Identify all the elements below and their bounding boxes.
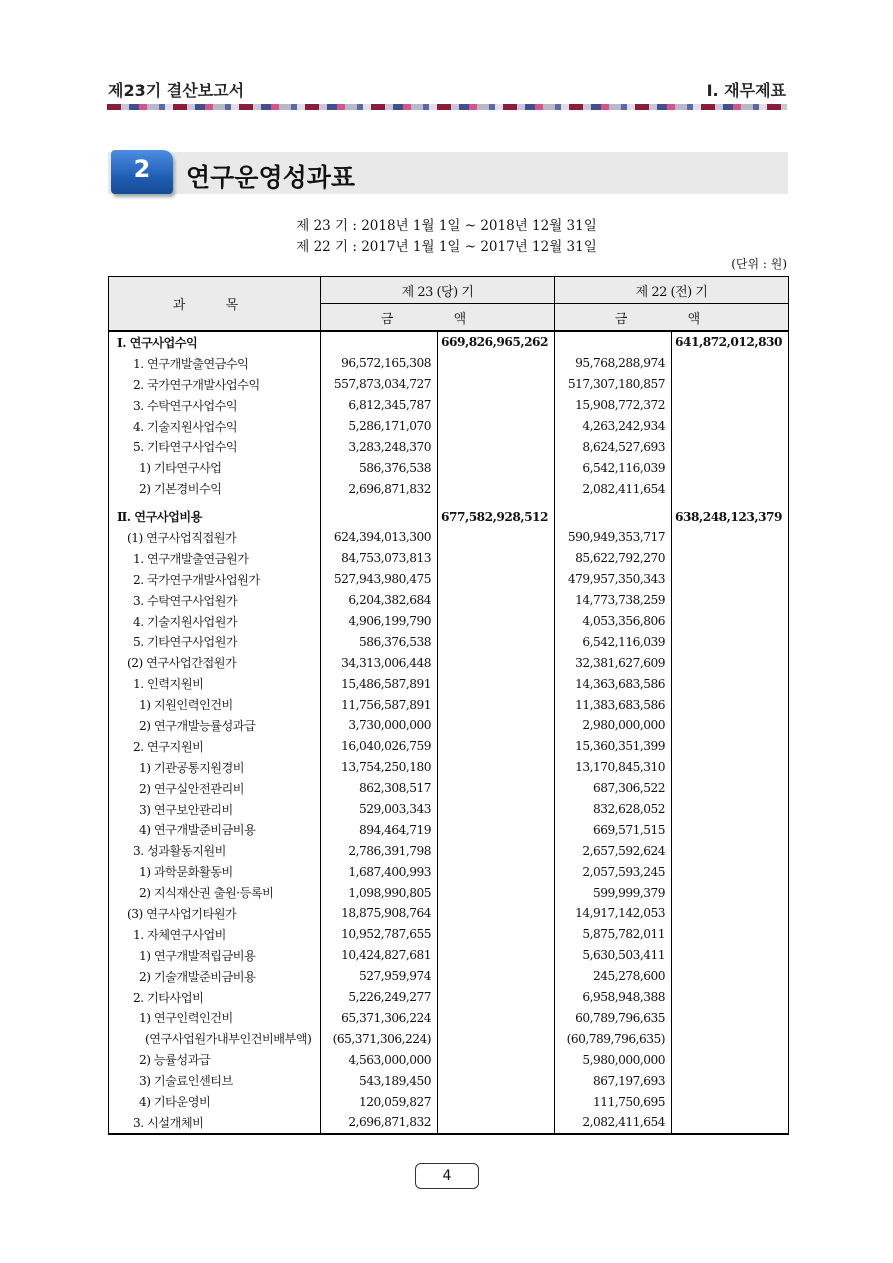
previous-detail-amount: 669,571,515 <box>555 819 672 840</box>
row-label: 3) 연구보안관리비 <box>109 799 321 820</box>
table-row <box>109 1112 789 1134</box>
current-detail-amount: 1,687,400,993 <box>321 861 438 882</box>
previous-total-amount <box>672 611 789 632</box>
current-total-amount <box>438 736 555 757</box>
previous-total-amount <box>672 499 789 506</box>
previous-detail-amount: 479,957,350,343 <box>555 569 672 590</box>
table-row <box>109 840 789 861</box>
row-label: 1) 기관공통지원경비 <box>109 757 321 778</box>
previous-detail-amount: 85,622,792,270 <box>555 548 672 569</box>
previous-total-amount <box>672 374 789 395</box>
previous-detail-amount <box>555 499 672 506</box>
table-row <box>109 436 789 457</box>
current-total-amount <box>438 945 555 966</box>
current-total-amount <box>438 1008 555 1029</box>
header-previous-amount: 금 액 <box>555 304 789 332</box>
table-row <box>109 527 789 548</box>
previous-total-amount <box>672 903 789 924</box>
previous-total-amount <box>672 416 789 437</box>
table-row <box>109 506 789 527</box>
previous-detail-amount <box>555 506 672 527</box>
row-label: (연구사업원가내부인건비배부액) <box>109 1028 321 1049</box>
previous-total-amount <box>672 652 789 673</box>
previous-detail-amount: 2,057,593,245 <box>555 861 672 882</box>
row-label: 3. 수탁연구사업원가 <box>109 590 321 611</box>
previous-detail-amount: 5,980,000,000 <box>555 1049 672 1070</box>
previous-total-amount <box>672 987 789 1008</box>
table-row <box>109 819 789 840</box>
previous-total-amount <box>672 457 789 478</box>
previous-total-amount <box>672 819 789 840</box>
current-detail-amount: 4,906,199,790 <box>321 611 438 632</box>
table-row <box>109 778 789 799</box>
row-label: (1) 연구사업직접원가 <box>109 527 321 548</box>
row-label: 3. 시설개체비 <box>109 1112 321 1134</box>
table-row <box>109 924 789 945</box>
table-row <box>109 694 789 715</box>
table-row <box>109 673 789 694</box>
row-label: 2. 국가연구개발사업수익 <box>109 374 321 395</box>
row-label: 1) 과학문화활동비 <box>109 861 321 882</box>
table-row <box>109 861 789 882</box>
table-row <box>109 548 789 569</box>
current-detail-amount: 862,308,517 <box>321 778 438 799</box>
current-detail-amount: 557,873,034,727 <box>321 374 438 395</box>
page-number: 4 <box>415 1163 479 1189</box>
previous-detail-amount: 687,306,522 <box>555 778 672 799</box>
previous-detail-amount: 6,542,116,039 <box>555 631 672 652</box>
previous-total-amount <box>672 1049 789 1070</box>
previous-detail-amount: 5,875,782,011 <box>555 924 672 945</box>
table-row <box>109 590 789 611</box>
previous-total-amount <box>672 799 789 820</box>
table-row <box>109 945 789 966</box>
row-label <box>109 499 321 506</box>
previous-detail-amount: 13,170,845,310 <box>555 757 672 778</box>
current-detail-amount: 2,696,871,832 <box>321 478 438 499</box>
current-total-amount <box>438 590 555 611</box>
row-label: (3) 연구사업기타원가 <box>109 903 321 924</box>
table-row <box>109 1049 789 1070</box>
row-label: 3. 수탁연구사업수익 <box>109 395 321 416</box>
current-total-amount <box>438 457 555 478</box>
current-total-amount <box>438 611 555 632</box>
previous-detail-amount: 2,657,592,624 <box>555 840 672 861</box>
table-row <box>109 987 789 1008</box>
table-row <box>109 1028 789 1049</box>
row-label: 5. 기타연구사업수익 <box>109 436 321 457</box>
current-detail-amount: 6,812,345,787 <box>321 395 438 416</box>
current-detail-amount: 1,098,990,805 <box>321 882 438 903</box>
previous-total-amount <box>672 924 789 945</box>
previous-detail-amount: 6,958,948,388 <box>555 987 672 1008</box>
row-label: Ⅱ. 연구사업비용 <box>109 506 321 527</box>
current-total-amount <box>438 1091 555 1112</box>
row-label: 2) 기술개발준비금비용 <box>109 966 321 987</box>
previous-total-amount <box>672 569 789 590</box>
previous-detail-amount: 60,789,796,635 <box>555 1008 672 1029</box>
table-row <box>109 1070 789 1091</box>
previous-detail-amount <box>555 331 672 353</box>
previous-detail-amount: 517,307,180,857 <box>555 374 672 395</box>
header-divider <box>107 104 787 110</box>
table-row <box>109 799 789 820</box>
current-detail-amount: 120,059,827 <box>321 1091 438 1112</box>
current-detail-amount: 5,286,171,070 <box>321 416 438 437</box>
current-total-amount <box>438 694 555 715</box>
previous-detail-amount: 14,773,738,259 <box>555 590 672 611</box>
current-total-amount <box>438 1070 555 1091</box>
previous-total-amount <box>672 353 789 374</box>
previous-total-amount <box>672 945 789 966</box>
table-row <box>109 374 789 395</box>
row-label: 1. 연구개발출연금원가 <box>109 548 321 569</box>
current-detail-amount: 84,753,073,813 <box>321 548 438 569</box>
current-total-amount <box>438 395 555 416</box>
previous-total-amount: 638,248,123,379 <box>672 506 789 527</box>
previous-total-amount <box>672 840 789 861</box>
current-detail-amount: 586,376,538 <box>321 457 438 478</box>
row-label: 1) 지원인력인건비 <box>109 694 321 715</box>
previous-detail-amount: 599,999,379 <box>555 882 672 903</box>
previous-detail-amount: 111,750,695 <box>555 1091 672 1112</box>
table-row <box>109 631 789 652</box>
row-label: 1) 연구개발적립금비용 <box>109 945 321 966</box>
current-total-amount <box>438 478 555 499</box>
table-row <box>109 652 789 673</box>
current-total-amount <box>438 799 555 820</box>
previous-total-amount: 641,872,012,830 <box>672 331 789 353</box>
previous-detail-amount: 590,949,353,717 <box>555 527 672 548</box>
previous-detail-amount: 245,278,600 <box>555 966 672 987</box>
current-detail-amount: 4,563,000,000 <box>321 1049 438 1070</box>
table-row <box>109 353 789 374</box>
previous-total-amount <box>672 395 789 416</box>
header-previous-period: 제 22 (전) 기 <box>555 277 789 304</box>
current-detail-amount: 2,786,391,798 <box>321 840 438 861</box>
previous-detail-amount: 2,980,000,000 <box>555 715 672 736</box>
current-total-amount <box>438 673 555 694</box>
spacer-row <box>109 499 789 506</box>
row-label: 1. 연구개발출연금수익 <box>109 353 321 374</box>
current-detail-amount: 13,754,250,180 <box>321 757 438 778</box>
previous-detail-amount: 11,383,683,586 <box>555 694 672 715</box>
current-total-amount <box>438 819 555 840</box>
row-label: 3) 기술료인센티브 <box>109 1070 321 1091</box>
previous-detail-amount: 4,053,356,806 <box>555 611 672 632</box>
period-previous-line <box>0 235 893 255</box>
current-detail-amount <box>321 331 438 353</box>
previous-total-amount <box>672 736 789 757</box>
current-detail-amount: 2,696,871,832 <box>321 1112 438 1134</box>
previous-total-amount <box>672 548 789 569</box>
row-label: 1) 기타연구사업 <box>109 457 321 478</box>
current-total-amount <box>438 416 555 437</box>
previous-detail-amount: 867,197,693 <box>555 1070 672 1091</box>
current-detail-amount: 3,730,000,000 <box>321 715 438 736</box>
current-detail-amount: 894,464,719 <box>321 819 438 840</box>
table-row <box>109 478 789 499</box>
previous-total-amount <box>672 1112 789 1134</box>
current-detail-amount: 16,040,026,759 <box>321 736 438 757</box>
table-body <box>109 331 789 1134</box>
current-total-amount <box>438 631 555 652</box>
current-detail-amount <box>321 506 438 527</box>
row-label: 2. 국가연구개발사업원가 <box>109 569 321 590</box>
previous-total-amount <box>672 590 789 611</box>
row-label: 3. 성과활동지원비 <box>109 840 321 861</box>
chapter-title: Ⅰ. 재무제표 <box>706 81 786 100</box>
current-detail-amount: 529,003,343 <box>321 799 438 820</box>
table-row <box>109 395 789 416</box>
previous-detail-amount: 14,917,142,053 <box>555 903 672 924</box>
current-detail-amount: 624,394,013,300 <box>321 527 438 548</box>
current-detail-amount: 34,313,006,448 <box>321 652 438 673</box>
current-total-amount <box>438 1028 555 1049</box>
row-label: 1. 인력지원비 <box>109 673 321 694</box>
previous-total-amount <box>672 757 789 778</box>
table-row <box>109 331 789 353</box>
current-total-amount: 669,826,965,262 <box>438 331 555 353</box>
previous-detail-amount: 15,360,351,399 <box>555 736 672 757</box>
row-label: 2) 연구개발능률성과급 <box>109 715 321 736</box>
previous-detail-amount: 32,381,627,609 <box>555 652 672 673</box>
previous-detail-amount: 95,768,288,974 <box>555 353 672 374</box>
current-total-amount <box>438 903 555 924</box>
current-total-amount <box>438 436 555 457</box>
current-detail-amount: 11,756,587,891 <box>321 694 438 715</box>
table-row <box>109 757 789 778</box>
current-total-amount <box>438 548 555 569</box>
current-total-amount <box>438 715 555 736</box>
current-total-amount <box>438 527 555 548</box>
row-label: 1) 연구인력인건비 <box>109 1008 321 1029</box>
row-label: 1. 자체연구사업비 <box>109 924 321 945</box>
table-row <box>109 882 789 903</box>
current-detail-amount: 527,959,974 <box>321 966 438 987</box>
current-detail-amount: 96,572,165,308 <box>321 353 438 374</box>
table-row <box>109 1091 789 1112</box>
row-label: (2) 연구사업간접원가 <box>109 652 321 673</box>
current-detail-amount: 6,204,382,684 <box>321 590 438 611</box>
current-detail-amount: 10,952,787,655 <box>321 924 438 945</box>
current-detail-amount: 10,424,827,681 <box>321 945 438 966</box>
current-detail-amount: 65,371,306,224 <box>321 1008 438 1029</box>
current-detail-amount: 543,189,450 <box>321 1070 438 1091</box>
previous-total-amount <box>672 778 789 799</box>
previous-detail-amount: 6,542,116,039 <box>555 457 672 478</box>
current-detail-amount: 586,376,538 <box>321 631 438 652</box>
current-total-amount <box>438 757 555 778</box>
period-current: 제 23 기 : 2018년 1월 1일 ~ 2018년 12월 31일 <box>296 218 597 234</box>
table-row <box>109 611 789 632</box>
row-label: Ⅰ. 연구사업수익 <box>109 331 321 353</box>
period-current-line <box>0 214 893 234</box>
row-label: 2) 지식재산권 출원·등록비 <box>109 882 321 903</box>
table-row <box>109 416 789 437</box>
row-label: 4. 기술지원사업수익 <box>109 416 321 437</box>
row-label: 2. 기타사업비 <box>109 987 321 1008</box>
current-detail-amount: 5,226,249,277 <box>321 987 438 1008</box>
current-total-amount <box>438 987 555 1008</box>
current-detail-amount: 15,486,587,891 <box>321 673 438 694</box>
previous-total-amount <box>672 1091 789 1112</box>
row-label: 5. 기타연구사업원가 <box>109 631 321 652</box>
previous-detail-amount: 8,624,527,693 <box>555 436 672 457</box>
table-row <box>109 715 789 736</box>
previous-total-amount <box>672 715 789 736</box>
table-row <box>109 457 789 478</box>
current-total-amount <box>438 652 555 673</box>
period-previous: 제 22 기 : 2017년 1월 1일 ~ 2017년 12월 31일 <box>296 239 597 255</box>
current-total-amount <box>438 1049 555 1070</box>
header-item: 과 목 <box>109 277 321 332</box>
header-current-period: 제 23 (당) 기 <box>321 277 555 304</box>
current-total-amount <box>438 778 555 799</box>
previous-total-amount <box>672 882 789 903</box>
current-total-amount <box>438 569 555 590</box>
row-label: 4) 기타운영비 <box>109 1091 321 1112</box>
table-row <box>109 966 789 987</box>
row-label: 4. 기술지원사업원가 <box>109 611 321 632</box>
previous-total-amount <box>672 1028 789 1049</box>
previous-detail-amount: 2,082,411,654 <box>555 478 672 499</box>
previous-detail-amount: (60,789,796,635) <box>555 1028 672 1049</box>
current-total-amount <box>438 966 555 987</box>
previous-detail-amount: 5,630,503,411 <box>555 945 672 966</box>
previous-total-amount <box>672 861 789 882</box>
current-detail-amount: 18,875,908,764 <box>321 903 438 924</box>
previous-total-amount <box>672 1008 789 1029</box>
unit-label: (단위 : 원) <box>731 257 787 271</box>
current-detail-amount <box>321 499 438 506</box>
row-label: 4) 연구개발준비금비용 <box>109 819 321 840</box>
current-total-amount <box>438 353 555 374</box>
previous-detail-amount: 14,363,683,586 <box>555 673 672 694</box>
report-title: 제23기 결산보고서 <box>108 81 245 100</box>
row-label: 2) 능률성과급 <box>109 1049 321 1070</box>
previous-total-amount <box>672 673 789 694</box>
header-current-amount: 금 액 <box>321 304 555 332</box>
previous-detail-amount: 832,628,052 <box>555 799 672 820</box>
previous-total-amount <box>672 966 789 987</box>
current-total-amount <box>438 499 555 506</box>
previous-detail-amount: 15,908,772,372 <box>555 395 672 416</box>
table-row <box>109 569 789 590</box>
row-label: 2) 연구실안전관리비 <box>109 778 321 799</box>
current-total-amount <box>438 1112 555 1134</box>
previous-detail-amount: 2,082,411,654 <box>555 1112 672 1134</box>
table-row <box>109 903 789 924</box>
previous-total-amount <box>672 527 789 548</box>
previous-total-amount <box>672 436 789 457</box>
section-number: 2 <box>133 155 151 183</box>
current-detail-amount: (65,371,306,224) <box>321 1028 438 1049</box>
current-total-amount <box>438 374 555 395</box>
previous-total-amount <box>672 478 789 499</box>
current-total-amount <box>438 861 555 882</box>
table-row <box>109 736 789 757</box>
current-detail-amount: 3,283,248,370 <box>321 436 438 457</box>
operating-results-table <box>108 276 789 1135</box>
previous-total-amount <box>672 631 789 652</box>
section-number-badge <box>111 150 173 194</box>
current-detail-amount: 527,943,980,475 <box>321 569 438 590</box>
previous-detail-amount: 4,263,242,934 <box>555 416 672 437</box>
previous-total-amount <box>672 1070 789 1091</box>
current-total-amount <box>438 840 555 861</box>
current-total-amount <box>438 882 555 903</box>
current-total-amount: 677,582,928,512 <box>438 506 555 527</box>
previous-total-amount <box>672 694 789 715</box>
row-label: 2) 기본경비수익 <box>109 478 321 499</box>
table-row <box>109 1008 789 1029</box>
row-label: 2. 연구지원비 <box>109 736 321 757</box>
section-title: 연구운영성과표 <box>186 163 356 192</box>
current-total-amount <box>438 924 555 945</box>
